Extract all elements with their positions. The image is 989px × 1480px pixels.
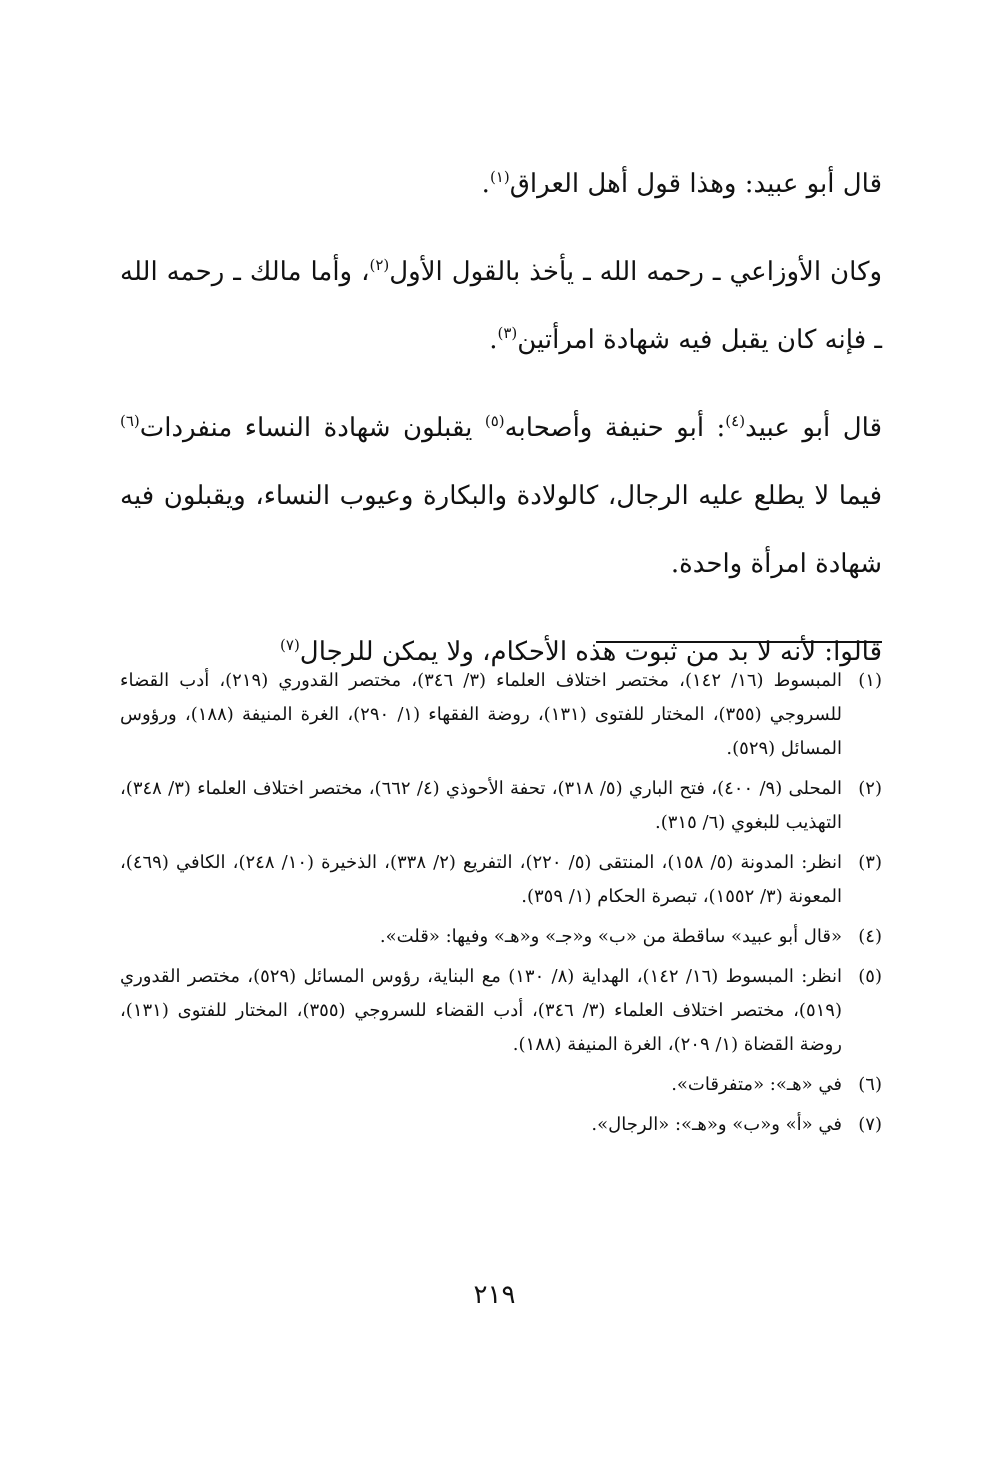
footnote-text: انظر: المدونة (٥/ ١٥٨)، المنتقى (٥/ ٢٢٠)، التفريع (٢/ ٣٣٨)، الذخيرة (١٠/ ٢٤٨)، الكافي (٤٦٩)، المعونة (٣/ ١٥٥٢)، تبصرة الحكام (١/ ٣٥٩). <box>120 852 842 907</box>
footnote-text: «قال أبو عبيد» ساقطة من «ب» و«جـ» و«هـ» وفيها: «قلت». <box>379 926 842 947</box>
footnote-divider <box>596 641 882 643</box>
footnote-number: (١) <box>858 670 882 691</box>
footnote-number: (٣) <box>858 852 882 873</box>
footnote-4 <box>120 920 882 954</box>
footnotes <box>120 664 882 1148</box>
footnote-ref-1: (١) <box>489 168 510 186</box>
footnote-2 <box>120 772 882 840</box>
footnote-5 <box>120 960 882 1062</box>
footnote-ref-4: (٤) <box>725 412 746 430</box>
page-number: ٢١٩ <box>473 1280 516 1310</box>
footnote-text: في «أ» و«ب» و«هـ»: «الرجال». <box>591 1114 842 1135</box>
footnote-ref-7: (٧) <box>280 636 300 654</box>
footnote-ref-6: (٦) <box>120 412 140 430</box>
footnote-3 <box>120 846 882 914</box>
footnote-1 <box>120 664 882 766</box>
footnote-number: (٤) <box>858 926 882 947</box>
footnote-number: (٧) <box>858 1114 882 1135</box>
footnote-text: المحلى (٩/ ٤٠٠)، فتح الباري (٥/ ٣١٨)، تحفة الأحوذي (٤/ ٦٦٢)، مختصر اختلاف العلماء (٣/ ٣٤٨)، التهذيب للبغوي (٦/ ٣١٥). <box>120 778 842 833</box>
footnote-ref-2: (٢) <box>369 256 390 274</box>
footnote-text: انظر: المبسوط (١٦/ ١٤٢)، الهداية (٨/ ١٣٠) مع البناية، رؤوس المسائل (٥٢٩)، مختصر القدوري (٥١٩)، مختصر اختلاف العلماء (٣/ ٣٤٦)، أدب القضاء للسروجي (٣٥٥)، المختار للفتوى (١٣١)، روضة القضاة (١/ ٢٠٩)، الغرة المنيفة (١٨٨). <box>120 966 843 1055</box>
paragraph-4: قالوا: لأنه لا بد من ثبوت هذه الأحكام، ولا يمكن للرجال$^{(٧)}$ <box>280 636 882 667</box>
paragraph-2: وكان الأوزاعي ـ رحمه الله ـ يأخذ بالقول الأول$^{(٢)}$، وأما مالك ـ رحمه الله ـ فإنه كان يقبل فيه شهادة امرأتين$^{(٣)}$. <box>120 256 882 355</box>
footnote-text: في «هـ»: «متفرقات». <box>671 1074 842 1095</box>
footnote-text: المبسوط (١٦/ ١٤٢)، مختصر اختلاف العلماء (٣/ ٣٤٦)، مختصر القدوري (٢١٩)، أدب القضاء للسروجي (٣٥٥)، المختار للفتوى (١٣١)، روضة الفقهاء (١/ ٢٩٠)، الغرة المنيفة (١٨٨)، ورؤوس المسائل (٥٢٩). <box>120 670 843 759</box>
footnote-number: (٥) <box>858 966 882 987</box>
paragraph-1: قال أبو عبيد: وهذا قول أهل العراق$^{(١)}$. <box>481 168 882 199</box>
footnote-6 <box>120 1068 882 1102</box>
paragraph-3: قال أبو عبيد$^{(٤)}$: أبو حنيفة وأصحابه$^{(٥)}$ يقبلون شهادة النساء منفردات$^{(٦)}$ فيما لا يطلع عليه الرجال، كالولادة والبكارة وعيوب النساء، ويقبلون فيه شهادة امرأة واحدة. <box>120 412 882 579</box>
footnote-ref-5: (٥) <box>484 412 505 430</box>
footnote-7 <box>120 1108 882 1142</box>
footnote-number: (٦) <box>858 1074 882 1095</box>
main-text <box>120 150 882 706</box>
footnote-number: (٢) <box>858 778 882 799</box>
footnote-ref-3: (٣) <box>497 324 518 342</box>
